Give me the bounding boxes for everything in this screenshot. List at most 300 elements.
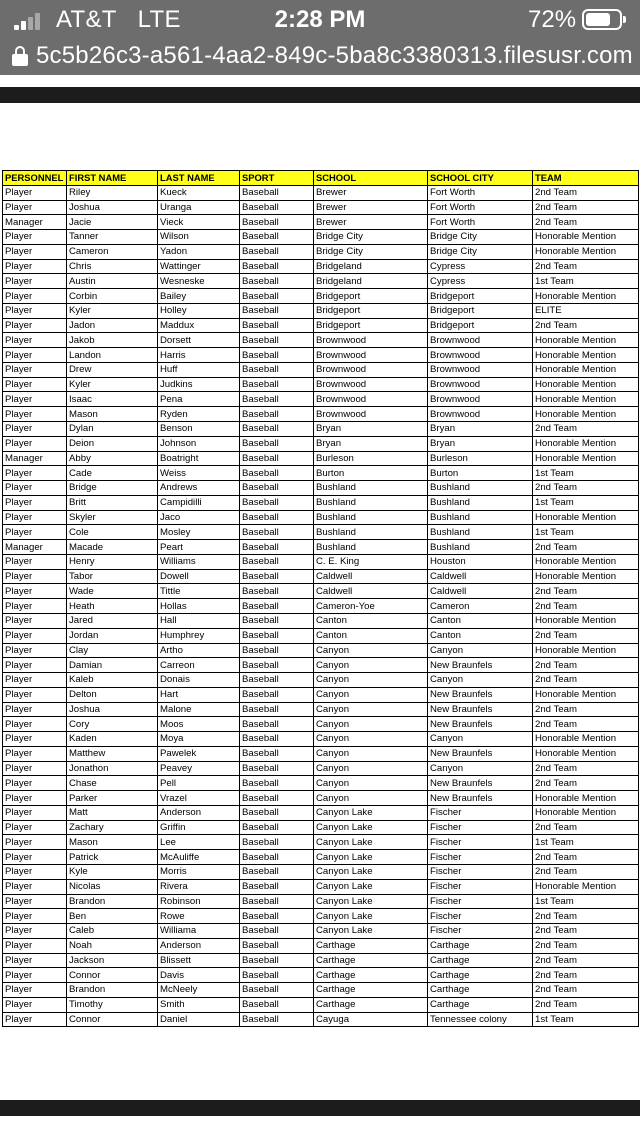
table-row (3, 761, 639, 776)
table-row (3, 938, 639, 953)
table-cell: Baseball (240, 303, 314, 318)
table-cell: 2nd Team (533, 422, 639, 437)
table-row (3, 628, 639, 643)
table-cell: Wilson (158, 230, 240, 245)
table-row (3, 333, 639, 348)
table-row (3, 983, 639, 998)
table-cell: 1st Team (533, 1012, 639, 1027)
table-cell: 2nd Team (533, 200, 639, 215)
url-text[interactable]: 5c5b26c3-a561-4aa2-849c-5ba8c3380313.filesusr.com (36, 42, 633, 69)
table-cell: Fort Worth (428, 185, 533, 200)
table-cell: Fischer (428, 820, 533, 835)
table-cell: Bridge City (314, 230, 428, 245)
table-cell: Brewer (314, 185, 428, 200)
table-cell: New Braunfels (428, 776, 533, 791)
table-cell: Caldwell (314, 584, 428, 599)
table-cell: Humphrey (158, 628, 240, 643)
table-cell: Fort Worth (428, 215, 533, 230)
table-cell: Honorable Mention (533, 289, 639, 304)
table-cell: Baseball (240, 776, 314, 791)
table-cell: Carreon (158, 658, 240, 673)
table-cell: Bridgeport (314, 303, 428, 318)
table-cell: Carthage (314, 983, 428, 998)
table-cell: Maddux (158, 318, 240, 333)
table-cell: Brewer (314, 200, 428, 215)
table-row (3, 658, 639, 673)
table-cell: 2nd Team (533, 983, 639, 998)
table-row (3, 348, 639, 363)
table-row (3, 392, 639, 407)
table-cell: Player (3, 717, 67, 732)
table-cell: 1st Team (533, 835, 639, 850)
table-cell: Carthage (314, 997, 428, 1012)
table-cell: Baseball (240, 687, 314, 702)
table-cell: New Braunfels (428, 791, 533, 806)
table-cell: Player (3, 407, 67, 422)
table-cell: Baseball (240, 274, 314, 289)
table-cell: Drew (67, 362, 158, 377)
table-body (3, 185, 639, 1027)
table-cell: 2nd Team (533, 215, 639, 230)
table-cell: Baseball (240, 968, 314, 983)
table-cell: Canyon (428, 673, 533, 688)
table-cell: Bushland (428, 481, 533, 496)
table-cell: Austin (67, 274, 158, 289)
table-cell: Player (3, 569, 67, 584)
table-cell: Landon (67, 348, 158, 363)
table-cell: Baseball (240, 200, 314, 215)
table-cell: Brownwood (314, 377, 428, 392)
table-cell: Player (3, 436, 67, 451)
table-cell: Baseball (240, 348, 314, 363)
table-cell: Canyon (314, 673, 428, 688)
table-cell: Jordan (67, 628, 158, 643)
table-cell: Brownwood (314, 362, 428, 377)
table-cell: Honorable Mention (533, 805, 639, 820)
table-cell: Tabor (67, 569, 158, 584)
table-row (3, 924, 639, 939)
table-row (3, 717, 639, 732)
table-cell: Canyon (314, 776, 428, 791)
table-cell: Player (3, 702, 67, 717)
table-cell: Kaden (67, 732, 158, 747)
table-cell: Bailey (158, 289, 240, 304)
table-cell: 2nd Team (533, 658, 639, 673)
table-cell: Canyon (314, 702, 428, 717)
table-cell: 2nd Team (533, 997, 639, 1012)
table-row (3, 525, 639, 540)
column-header: TEAM (533, 171, 639, 186)
table-cell: Player (3, 185, 67, 200)
table-cell: Brandon (67, 983, 158, 998)
table-cell: Bushland (314, 540, 428, 555)
table-cell: Fort Worth (428, 200, 533, 215)
table-cell: Moya (158, 732, 240, 747)
table-cell: Player (3, 599, 67, 614)
table-cell: Holley (158, 303, 240, 318)
table-cell: Baseball (240, 436, 314, 451)
table-cell: Baseball (240, 835, 314, 850)
table-cell: Player (3, 554, 67, 569)
table-row (3, 362, 639, 377)
table-row (3, 318, 639, 333)
table-cell: Brownwood (428, 407, 533, 422)
table-cell: Cayuga (314, 1012, 428, 1027)
table-cell: Joshua (67, 702, 158, 717)
table-row (3, 835, 639, 850)
table-cell: Baseball (240, 289, 314, 304)
table-row (3, 451, 639, 466)
table-cell: Player (3, 377, 67, 392)
table-cell: Baseball (240, 362, 314, 377)
table-cell: Canyon (314, 791, 428, 806)
table-cell: Caldwell (428, 584, 533, 599)
table-cell: Cory (67, 717, 158, 732)
table-cell: Player (3, 318, 67, 333)
table-cell: 1st Team (533, 466, 639, 481)
table-row (3, 215, 639, 230)
table-cell: Honorable Mention (533, 348, 639, 363)
table-cell: Player (3, 805, 67, 820)
table-cell: Smith (158, 997, 240, 1012)
table-cell: Harris (158, 348, 240, 363)
table-row (3, 746, 639, 761)
table-cell: Tennessee colony (428, 1012, 533, 1027)
table-cell: Williams (158, 554, 240, 569)
table-row (3, 495, 639, 510)
table-cell: Bryan (314, 436, 428, 451)
table-cell: 2nd Team (533, 938, 639, 953)
table-cell: Baseball (240, 628, 314, 643)
table-cell: Baseball (240, 761, 314, 776)
table-cell: Williama (158, 924, 240, 939)
table-cell: Baseball (240, 215, 314, 230)
table-cell: Baseball (240, 746, 314, 761)
table-cell: McNeely (158, 983, 240, 998)
table-cell: 2nd Team (533, 864, 639, 879)
ios-top-bar (0, 0, 640, 75)
table-cell: Chase (67, 776, 158, 791)
table-cell: 2nd Team (533, 761, 639, 776)
table-cell: 2nd Team (533, 540, 639, 555)
table-cell: Damian (67, 658, 158, 673)
table-row (3, 230, 639, 245)
table-cell: Bushland (314, 495, 428, 510)
table-cell: Anderson (158, 938, 240, 953)
table-cell: 2nd Team (533, 584, 639, 599)
table-cell: Player (3, 481, 67, 496)
table-cell: New Braunfels (428, 746, 533, 761)
table-cell: 2nd Team (533, 628, 639, 643)
table-cell: Player (3, 835, 67, 850)
table-cell: 2nd Team (533, 968, 639, 983)
table-cell: Honorable Mention (533, 333, 639, 348)
table-cell: Delton (67, 687, 158, 702)
table-cell: Honorable Mention (533, 554, 639, 569)
table-row (3, 1012, 639, 1027)
table-cell: Player (3, 333, 67, 348)
table-cell: Manager (3, 540, 67, 555)
table-cell: Player (3, 879, 67, 894)
table-cell: Player (3, 362, 67, 377)
table-cell: Carthage (428, 968, 533, 983)
table-row (3, 554, 639, 569)
table-row (3, 776, 639, 791)
column-header: SPORT (240, 171, 314, 186)
table-cell: Malone (158, 702, 240, 717)
table-cell: Canyon Lake (314, 909, 428, 924)
table-cell: 1st Team (533, 525, 639, 540)
table-cell: Fischer (428, 909, 533, 924)
table-cell: Honorable Mention (533, 436, 639, 451)
table-cell: Lee (158, 835, 240, 850)
table-cell: Player (3, 244, 67, 259)
table-cell: Brownwood (428, 377, 533, 392)
table-cell: Cameron (67, 244, 158, 259)
table-cell: Cypress (428, 259, 533, 274)
table-cell: 2nd Team (533, 673, 639, 688)
table-cell: Peart (158, 540, 240, 555)
table-cell: Brownwood (428, 348, 533, 363)
table-cell: Honorable Mention (533, 362, 639, 377)
table-cell: Bridgeport (314, 289, 428, 304)
table-row (3, 997, 639, 1012)
table-cell: Kaleb (67, 673, 158, 688)
table-cell: Manager (3, 215, 67, 230)
table-cell: Baseball (240, 333, 314, 348)
table-cell: Bridgeport (428, 318, 533, 333)
table-cell: Baseball (240, 495, 314, 510)
battery-percent: 72% (528, 6, 577, 33)
table-row (3, 894, 639, 909)
table-row (3, 864, 639, 879)
table-cell: Donais (158, 673, 240, 688)
table-cell: Baseball (240, 230, 314, 245)
table-cell: Parker (67, 791, 158, 806)
table-row (3, 968, 639, 983)
table-cell: Canyon (314, 643, 428, 658)
table-cell: Player (3, 909, 67, 924)
table-cell: Cypress (428, 274, 533, 289)
clock: 2:28 PM (274, 6, 366, 33)
table-cell: Bushland (314, 510, 428, 525)
column-header: LAST NAME (158, 171, 240, 186)
table-row (3, 510, 639, 525)
table-cell: Canyon (314, 746, 428, 761)
table-cell: Jacie (67, 215, 158, 230)
table-cell: 2nd Team (533, 850, 639, 865)
table-cell: Honorable Mention (533, 569, 639, 584)
table-cell: Rivera (158, 879, 240, 894)
table-row (3, 953, 639, 968)
table-cell: Canton (314, 628, 428, 643)
table-cell: Matthew (67, 746, 158, 761)
table-row (3, 303, 639, 318)
column-header: SCHOOL CITY (428, 171, 533, 186)
table-cell: Honorable Mention (533, 791, 639, 806)
table-cell: Nicolas (67, 879, 158, 894)
table-cell: Isaac (67, 392, 158, 407)
table-cell: Bridgeland (314, 259, 428, 274)
table-cell: Daniel (158, 1012, 240, 1027)
table-cell: New Braunfels (428, 687, 533, 702)
table-cell: 2nd Team (533, 481, 639, 496)
table-cell: Player (3, 687, 67, 702)
table-cell: Bridgeport (428, 289, 533, 304)
table-cell: Bryan (428, 436, 533, 451)
table-cell: Player (3, 392, 67, 407)
table-cell: Peavey (158, 761, 240, 776)
table-cell: Ben (67, 909, 158, 924)
table-cell: Baseball (240, 909, 314, 924)
table-cell: 2nd Team (533, 717, 639, 732)
table-cell: Jonathon (67, 761, 158, 776)
table-cell: Baseball (240, 820, 314, 835)
table-row (3, 407, 639, 422)
table-cell: Britt (67, 495, 158, 510)
table-cell: Burleson (314, 451, 428, 466)
table-cell: Fischer (428, 924, 533, 939)
table-cell: Canyon Lake (314, 820, 428, 835)
table-cell: Moos (158, 717, 240, 732)
table-cell: Timothy (67, 997, 158, 1012)
address-bar[interactable] (0, 40, 640, 72)
table-cell: Baseball (240, 510, 314, 525)
table-cell: Bryan (314, 422, 428, 437)
table-cell: Manager (3, 451, 67, 466)
table-cell: Jared (67, 613, 158, 628)
table-cell: Player (3, 820, 67, 835)
table-cell: Matt (67, 805, 158, 820)
table-cell: Baseball (240, 658, 314, 673)
table-cell: Player (3, 791, 67, 806)
table-row (3, 259, 639, 274)
table-row (3, 289, 639, 304)
table-cell: Baseball (240, 525, 314, 540)
table-cell: Joshua (67, 200, 158, 215)
table-cell: Player (3, 968, 67, 983)
table-cell: Caldwell (428, 569, 533, 584)
table-cell: Baseball (240, 481, 314, 496)
table-cell: Player (3, 1012, 67, 1027)
table-row (3, 274, 639, 289)
table-cell: Player (3, 864, 67, 879)
table-cell: Player (3, 997, 67, 1012)
table-cell: Baseball (240, 643, 314, 658)
table-cell: Chris (67, 259, 158, 274)
table-cell: 2nd Team (533, 599, 639, 614)
table-cell: Dowell (158, 569, 240, 584)
table-cell: Dylan (67, 422, 158, 437)
table-cell: Baseball (240, 983, 314, 998)
table-cell: Baseball (240, 318, 314, 333)
table-cell: Honorable Mention (533, 732, 639, 747)
table-cell: Connor (67, 1012, 158, 1027)
table-cell: Fischer (428, 850, 533, 865)
table-cell: Player (3, 200, 67, 215)
table-cell: Player (3, 746, 67, 761)
table-cell: Corbin (67, 289, 158, 304)
table-cell: Andrews (158, 481, 240, 496)
table-cell: Heath (67, 599, 158, 614)
table-cell: Brownwood (314, 348, 428, 363)
table-cell: Baseball (240, 185, 314, 200)
table-cell: Brownwood (428, 333, 533, 348)
table-cell: Wattinger (158, 259, 240, 274)
document-bottom-border (0, 1100, 640, 1116)
table-cell: Davis (158, 968, 240, 983)
table-cell: Player (3, 525, 67, 540)
table-cell: Caleb (67, 924, 158, 939)
table-cell: Uranga (158, 200, 240, 215)
table-cell: Ryden (158, 407, 240, 422)
table-cell: 1st Team (533, 894, 639, 909)
network-type: LTE (137, 6, 181, 33)
table-row (3, 732, 639, 747)
table-cell: Honorable Mention (533, 510, 639, 525)
table-cell: Baseball (240, 599, 314, 614)
table-cell: Bridgeport (314, 318, 428, 333)
table-cell: Bridgeland (314, 274, 428, 289)
table-cell: Robinson (158, 894, 240, 909)
table-cell: Deion (67, 436, 158, 451)
lock-icon (12, 46, 28, 66)
table-cell: Vrazel (158, 791, 240, 806)
spreadsheet (2, 170, 639, 1027)
table-row (3, 599, 639, 614)
table-cell: Player (3, 938, 67, 953)
table-cell: Honorable Mention (533, 407, 639, 422)
table-cell: Player (3, 259, 67, 274)
table-row (3, 702, 639, 717)
table-cell: Carthage (314, 968, 428, 983)
table-cell: Burton (428, 466, 533, 481)
table-row (3, 643, 639, 658)
table-cell: Pawelek (158, 746, 240, 761)
table-cell: 2nd Team (533, 259, 639, 274)
table-cell: Honorable Mention (533, 746, 639, 761)
table-cell: Bushland (428, 525, 533, 540)
table-cell: Macade (67, 540, 158, 555)
table-cell: C. E. King (314, 554, 428, 569)
table-cell: Carthage (314, 953, 428, 968)
table-cell: Morris (158, 864, 240, 879)
table-cell: Player (3, 303, 67, 318)
table-cell: Baseball (240, 613, 314, 628)
table-cell: Player (3, 776, 67, 791)
table-cell: 2nd Team (533, 820, 639, 835)
table-row (3, 436, 639, 451)
table-cell: Carthage (428, 938, 533, 953)
table-cell: Bridge City (314, 244, 428, 259)
table-cell: Bushland (428, 510, 533, 525)
table-cell: Jadon (67, 318, 158, 333)
table-cell: Player (3, 953, 67, 968)
table-cell: Canton (314, 613, 428, 628)
table-cell: Player (3, 732, 67, 747)
table-cell: Player (3, 761, 67, 776)
table-cell: Bridge City (428, 244, 533, 259)
table-cell: Canton (428, 628, 533, 643)
table-cell: Pena (158, 392, 240, 407)
table-cell: Tanner (67, 230, 158, 245)
table-cell: Kyler (67, 377, 158, 392)
table-cell: Player (3, 658, 67, 673)
table-cell: Honorable Mention (533, 613, 639, 628)
table-cell: Hollas (158, 599, 240, 614)
table-cell: Abby (67, 451, 158, 466)
table-cell: Baseball (240, 879, 314, 894)
